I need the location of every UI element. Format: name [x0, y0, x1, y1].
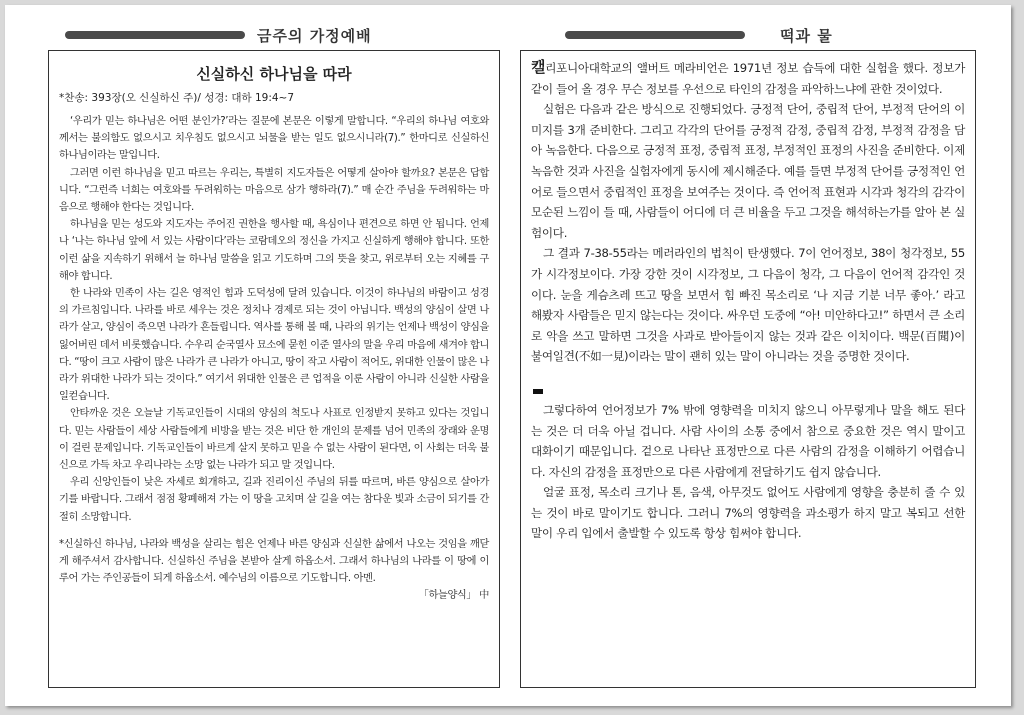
source-citation: 「하늘양식」 中 [418, 590, 489, 602]
essay-paragraph: 얼굴 표정, 목소리 크기나 톤, 음색, 아무것도 없어도 사람에게 영향을 충분히 줄 수 있는 것이 바로 말이기도 합니다. 그러니 7%의 영향력을 과소평가 하지 말고 복되고 선한 말이 우리 입에서 출발할 수 있도록 항상 힘써야 합니다. [531, 485, 965, 541]
sermon-title: 신실하신 하나님을 따라 [196, 65, 352, 83]
essay-paragraph: 그렇다하여 언어정보가 7% 밖에 영향력을 미치지 않으니 아무렇게나 말을 해도 된다는 것은 더 더욱 아닐 겁니다. 사람 사이의 소통 중에서 참으로 중요한 것은 역시 말이고 대화이기 때문입니다. 겉으로 나타난 표정만으로 다른 사람의 감정을 이해하기 어렵습니다. 자신의 감정을 표정만으로 다른 사람에게 전달하기도 쉽지 않습니다. [531, 402, 965, 479]
sermon-paragraph: 그러면 이런 하나님을 믿고 따르는 우리는, 특별히 지도자들은 어떻게 살아야 할까요? 본문은 답합니다. “그런즉 너희는 여호와를 두려워하는 마음으로 삼가 행하라(7).” 매 순간 주님을 두려워하는 마음으로 행해야 한다는 것입니다. [59, 167, 489, 214]
bulletin-page [5, 5, 1011, 706]
source-row [59, 587, 489, 604]
sermon-paragraph: 한 나라와 민족이 사는 길은 영적인 힘과 도덕성에 달려 있습니다. 이것이 하나님의 바람이고 성경의 가르침입니다. 나라를 바로 세우는 것은 정치나 경제로 되는 것이 아닙니다. 백성의 양심이 살면 나라가 살고, 양심이 죽으면 나라가 흔들립니다. 역사를 통해 볼 때, 나라의 위기는 언제나 백성이 양심을 잃어버린 데서 비롯했습니다. 수우리 순국열사 묘소에 묻힌 이준 열사의 말을 우리 마음에 새겨야 합니다. “땅이 크고 사람이 많은 나라가 큰 나라가 아니고, 땅이 작고 사람이 적어도, 위대한 인물이 많은 나라가 위대한 나라가 되는 것이다.” 여기서 위대한 인물은 큰 업적을 이룬 사람이 아니라 신실한 사람을 일컫습니다. [59, 288, 489, 403]
essay-paragraph [531, 57, 965, 99]
right-header-title: 떡과 물 [780, 27, 833, 45]
essay-paragraph: 실험은 다음과 같은 방식으로 진행되었다. 긍정적 단어, 중립적 단어, 부정적 단어의 이미지를 3개 준비한다. 그리고 각각의 단어를 긍정적 감정, 중립적 감정, 부정적 감정을 담아 녹음한다. 다음으로 긍정적 표정, 중립적 표정, 부정적인 표정의 사진을 준비한다. 이제 녹음한 것과 사진을 실험자에게 동시에 제시해준다. 예를 들면 부정적 단어를 긍정적인 언어로 들으면서 중립적인 표정을 보여주는 것이다. 즉 언어적 표현과 시각과 청각의 감각이 모순된 느낌이 들 때, 사람들이 어디에 더 큰 비율을 두고 그것을 해석하는가를 알아 본 실험이다. [531, 102, 965, 240]
sermon-paragraph: 하나님을 믿는 성도와 지도자는 주어진 권한을 행사할 때, 욕심이나 편견으로 하면 안 됩니다. 언제나 ‘나는 하나님 앞에 서 있는 사람이다’라는 코람데오의 정신을 가지고 신실하게 행해야 합니다. 또한 이런 삶을 지속하기 위해서 늘 하나님 말씀을 읽고 기도하며 그의 뜻을 찾고, 위로부터 오는 지혜를 구해야 합니다. [59, 219, 489, 282]
prayer-paragraph: *신실하신 하나님, 나라와 백성을 살리는 힘은 언제나 바른 양심과 신실한 삶에서 나오는 것임을 깨닫게 해주셔서 감사합니다. 신실하신 주님을 본받아 살게 하옵소서. 그래서 하나님의 나라를 이 땅에 이루어 가는 주인공들이 되게 하옵소서. 예수님의 이름으로 기도합니다. 아멘. [59, 538, 489, 585]
header-bar-decoration [65, 31, 245, 39]
sermon-paragraph: 우리 신앙인들이 낮은 자세로 회개하고, 길과 진리이신 주님의 뒤를 따르며, 바른 양심으로 살아가기를 바랍니다. 그래서 점점 황폐해져 가는 이 땅을 고치며 살 길을 여는 참다운 빛과 소금이 되기를 간절히 소망합니다. [59, 477, 489, 523]
hymn-scripture-line: *찬송: 393장(오 신실하신 주)/ 성경: 대하 19:4~7 [59, 92, 295, 104]
family-worship-box [48, 50, 500, 688]
left-column-header [65, 25, 485, 45]
sermon-paragraph: ‘우리가 믿는 하나님은 어떤 분인가?’라는 질문에 본문은 이렇게 말합니다. “우리의 하나님 여호와께서는 불의함도 없으시고 치우침도 없으시고 뇌물을 받는 일도 없으시니라(7).” 한마디로 신실하신 하나님이라는 말입니다. [59, 116, 489, 162]
section-divider-mark [533, 389, 543, 394]
header-bar-decoration [565, 31, 745, 39]
bread-and-water-box [520, 50, 976, 688]
left-header-title: 금주의 가정예배 [257, 27, 372, 45]
drop-cap: 캘 [531, 58, 546, 76]
essay-paragraph: 그 결과 7-38-55라는 메러라인의 법칙이 탄생했다. 7이 언어정보, 38이 청각정보, 55가 시각정보이다. 가장 강한 것이 시각정보, 그 다음이 청각, 그 다음이 언어적 감각인 것이다. 눈을 게슴츠레 뜨고 땅을 보면서 힘 빠진 목소리로 ‘나 지금 기분 너무 좋아.’ 라고 해봤자 사람들은 믿지 않는다는 것이다. 싸우던 도중에 “아! 미안하다고!” 하면서 큰 소리로 악을 쓰고 말하면 그것을 사과로 받아들이지 않는 것과 같은 이치이다. 백문(百聞)이 불여일견(不如一見)이라는 말이 괜히 있는 말이 아니라는 것을 증명한 것이다. [531, 246, 965, 364]
sermon-paragraph: 안타까운 것은 오늘날 기독교인들이 시대의 양심의 척도나 사표로 인정받지 못하고 있다는 것입니다. 믿는 사람들이 세상 사람들에게 비방을 받는 것은 비단 한 개인의 문제를 넘어 민족의 장래와 운명이 걸린 문제입니다. 기독교인들이 바르게 살지 못하고 믿을 수 없는 사람이 된다면, 이 사회는 더욱 불신으로 가득 차고 우리나라는 소망 없는 나라가 되고 말 것입니다. [59, 408, 489, 472]
essay-paragraph-text: 리포니아대학교의 앨버트 메라비언은 1971년 정보 습득에 대한 실험을 했다. 정보가 같이 들어 올 경우 무슨 정보를 우선으로 타인의 감정을 파악하느냐에 관한 것이었다. [531, 61, 965, 96]
right-column-header [565, 25, 985, 45]
